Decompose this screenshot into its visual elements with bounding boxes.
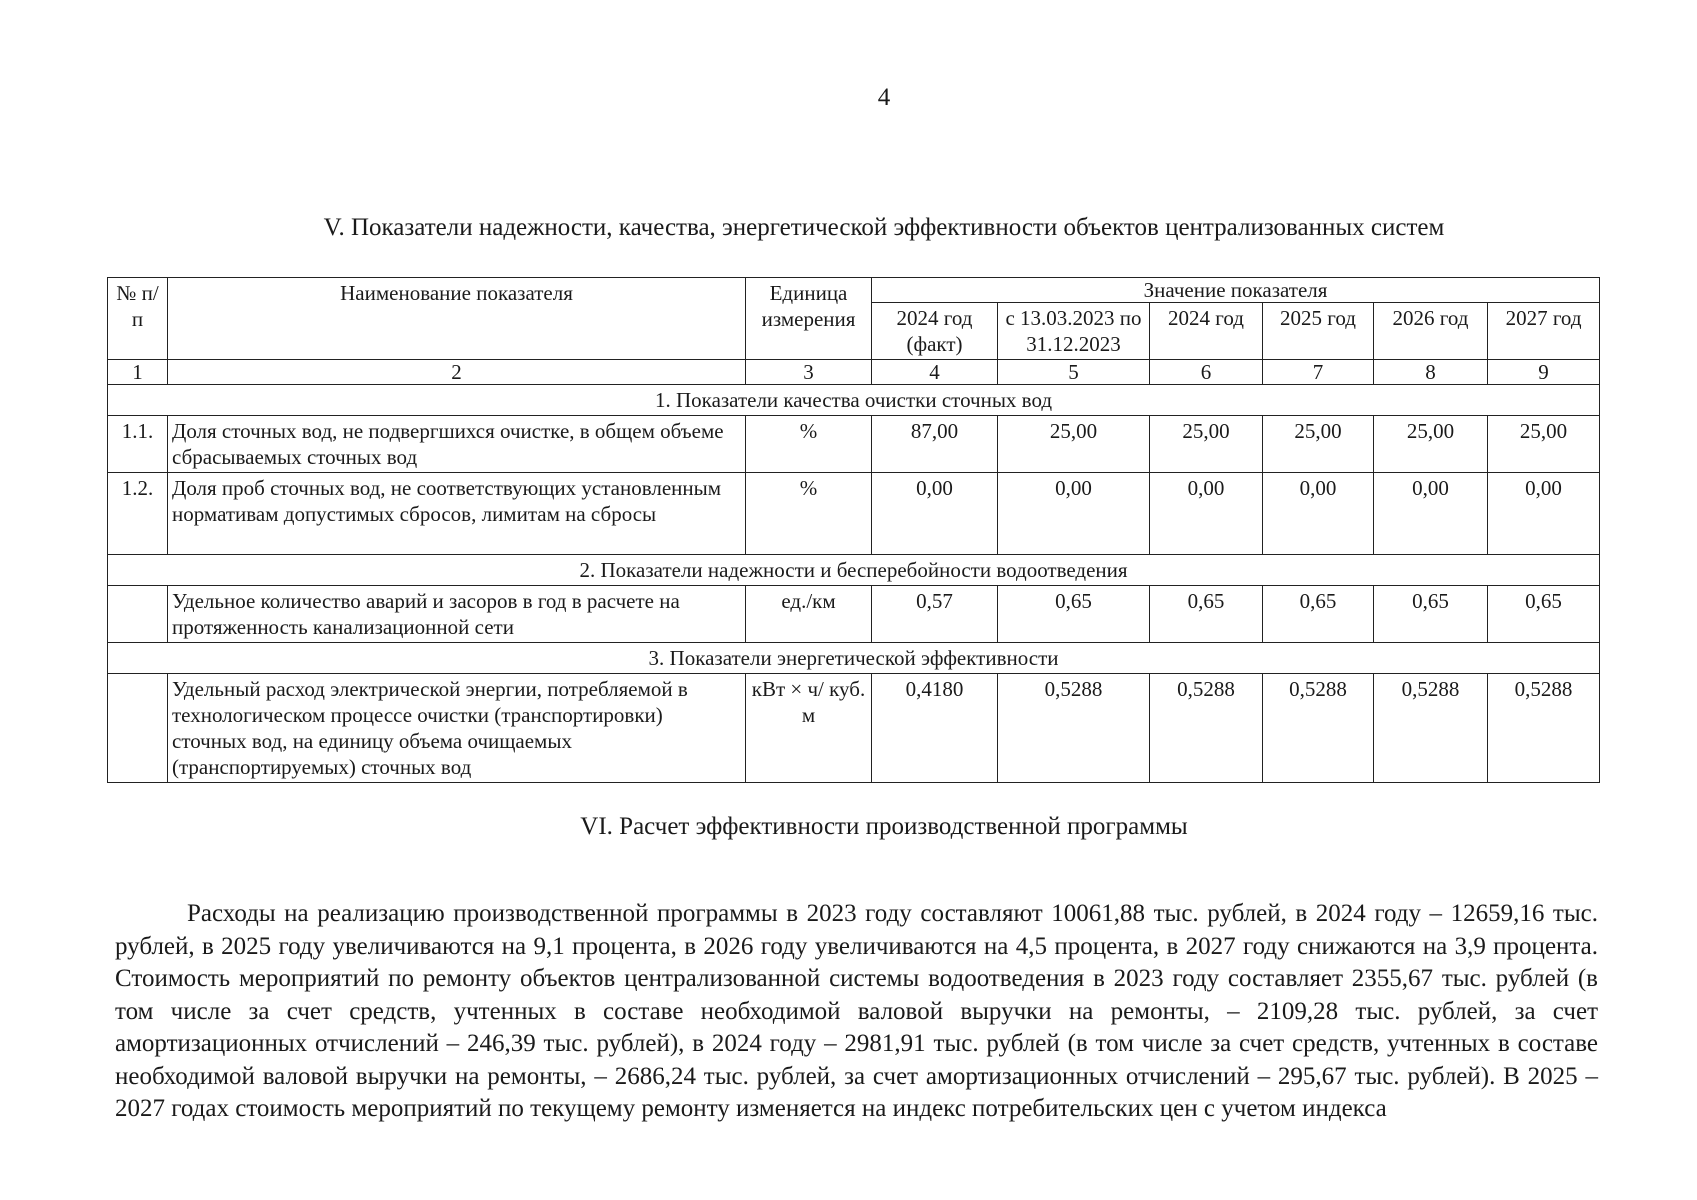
table-row	[108, 674, 1600, 783]
row-unit: %	[746, 416, 872, 473]
row-unit: %	[746, 473, 872, 555]
group-row	[108, 643, 1600, 674]
row-value: 0,65	[1488, 586, 1600, 643]
header-num: № п/п	[108, 278, 168, 360]
row-value: 87,00	[872, 416, 998, 473]
row-num: 1.1.	[108, 416, 168, 473]
column-number: 9	[1488, 360, 1600, 385]
row-value: 0,65	[1263, 586, 1374, 643]
column-number: 3	[746, 360, 872, 385]
row-value: 0,65	[1150, 586, 1263, 643]
row-num	[108, 674, 168, 783]
row-value: 25,00	[1150, 416, 1263, 473]
row-value: 0,00	[1263, 473, 1374, 555]
table-header-row	[108, 278, 1600, 303]
header-period: 2024 год	[1150, 303, 1263, 360]
header-period: 2026 год	[1374, 303, 1488, 360]
group-title: 3. Показатели энергетической эффективности	[108, 643, 1600, 674]
row-value: 25,00	[1374, 416, 1488, 473]
group-title: 2. Показатели надежности и бесперебойности водоотведения	[108, 555, 1600, 586]
table-row	[108, 473, 1600, 555]
table-row	[108, 416, 1600, 473]
row-value: 0,65	[998, 586, 1150, 643]
table-row	[108, 586, 1600, 643]
header-value-group: Значение показателя	[872, 278, 1600, 303]
row-value: 0,00	[998, 473, 1150, 555]
row-value: 0,65	[1374, 586, 1488, 643]
header-period: 2027 год	[1488, 303, 1600, 360]
row-value: 0,5288	[998, 674, 1150, 783]
section-6-title: VI. Расчет эффективности производственной программы	[580, 813, 1188, 840]
row-value: 0,5288	[1150, 674, 1263, 783]
row-value: 0,00	[1488, 473, 1600, 555]
row-value: 0,00	[1150, 473, 1263, 555]
row-value: 0,5288	[1263, 674, 1374, 783]
row-value: 0,5288	[1488, 674, 1600, 783]
row-name: Удельный расход электрической энергии, потребляемой в технологическом процессе очистки (транспортировки) сточных вод, на единицу объема очищаемых (транспортируемых) сточных вод	[168, 674, 746, 783]
group-row	[108, 385, 1600, 416]
row-value: 25,00	[998, 416, 1150, 473]
header-unit: Единица измерения	[746, 278, 872, 360]
header-period: с 13.03.2023 по 31.12.2023	[998, 303, 1150, 360]
row-value: 0,00	[872, 473, 998, 555]
column-number: 5	[998, 360, 1150, 385]
indicators-table	[107, 277, 1600, 783]
header-period: 2025 год	[1263, 303, 1374, 360]
row-value: 25,00	[1263, 416, 1374, 473]
column-numbers-row	[108, 360, 1600, 385]
row-name: Удельное количество аварий и засоров в год в расчете на протяженность канализационной сети	[168, 586, 746, 643]
column-number: 4	[872, 360, 998, 385]
group-title: 1. Показатели качества очистки сточных вод	[108, 385, 1600, 416]
row-value: 25,00	[1488, 416, 1600, 473]
header-name: Наименование показателя	[168, 278, 746, 360]
row-unit: ед./км	[746, 586, 872, 643]
header-period: 2024 год (факт)	[872, 303, 998, 360]
column-number: 7	[1263, 360, 1374, 385]
row-value: 0,4180	[872, 674, 998, 783]
column-number: 1	[108, 360, 168, 385]
page-number: 4	[877, 84, 891, 111]
group-row	[108, 555, 1600, 586]
row-value: 0,00	[1374, 473, 1488, 555]
row-value: 0,57	[872, 586, 998, 643]
section-6-paragraph: Расходы на реализацию производственной программы в 2023 году составляют 10061,88 тыс. рублей, в 2024 году – 12659,16 тыс. рублей, в 2025 году увеличиваются на 9,1 процента, в 2026 году увеличиваются на 4,5 процента, в 2027 году снижаются на 3,9 процента. Стоимость мероприятий по ремонту объектов централизованной системы водоотведения в 2023 году составляет 2355,67 тыс. рублей (в том числе за счет средств, учтенных в составе необходимой валовой выручки на ремонты, – 2109,28 тыс. рублей, за счет амортизационных отчислений – 246,39 тыс. рублей), в 2024 году – 2981,91 тыс. рублей (в том числе за счет средств, учтенных в составе необходимой валовой выручки на ремонты, – 2686,24 тыс. рублей, за счет амортизационных отчислений – 295,67 тыс. рублей). В 2025 – 2027 годах стоимость мероприятий по текущему ремонту изменяется на индекс потребительских цен с учетом индекса	[115, 900, 1598, 1122]
row-num	[108, 586, 168, 643]
column-number: 8	[1374, 360, 1488, 385]
column-number: 2	[168, 360, 746, 385]
row-num: 1.2.	[108, 473, 168, 555]
row-unit: кВт × ч/ куб. м	[746, 674, 872, 783]
column-number: 6	[1150, 360, 1263, 385]
section-5-title: V. Показатели надежности, качества, энергетической эффективности объектов централизованных систем	[323, 214, 1445, 241]
row-name: Доля сточных вод, не подвергшихся очистке, в общем объеме сбрасываемых сточных вод	[168, 416, 746, 473]
row-name: Доля проб сточных вод, не соответствующих установленным нормативам допустимых сбросов, лимитам на сбросы	[168, 473, 746, 555]
row-value: 0,5288	[1374, 674, 1488, 783]
